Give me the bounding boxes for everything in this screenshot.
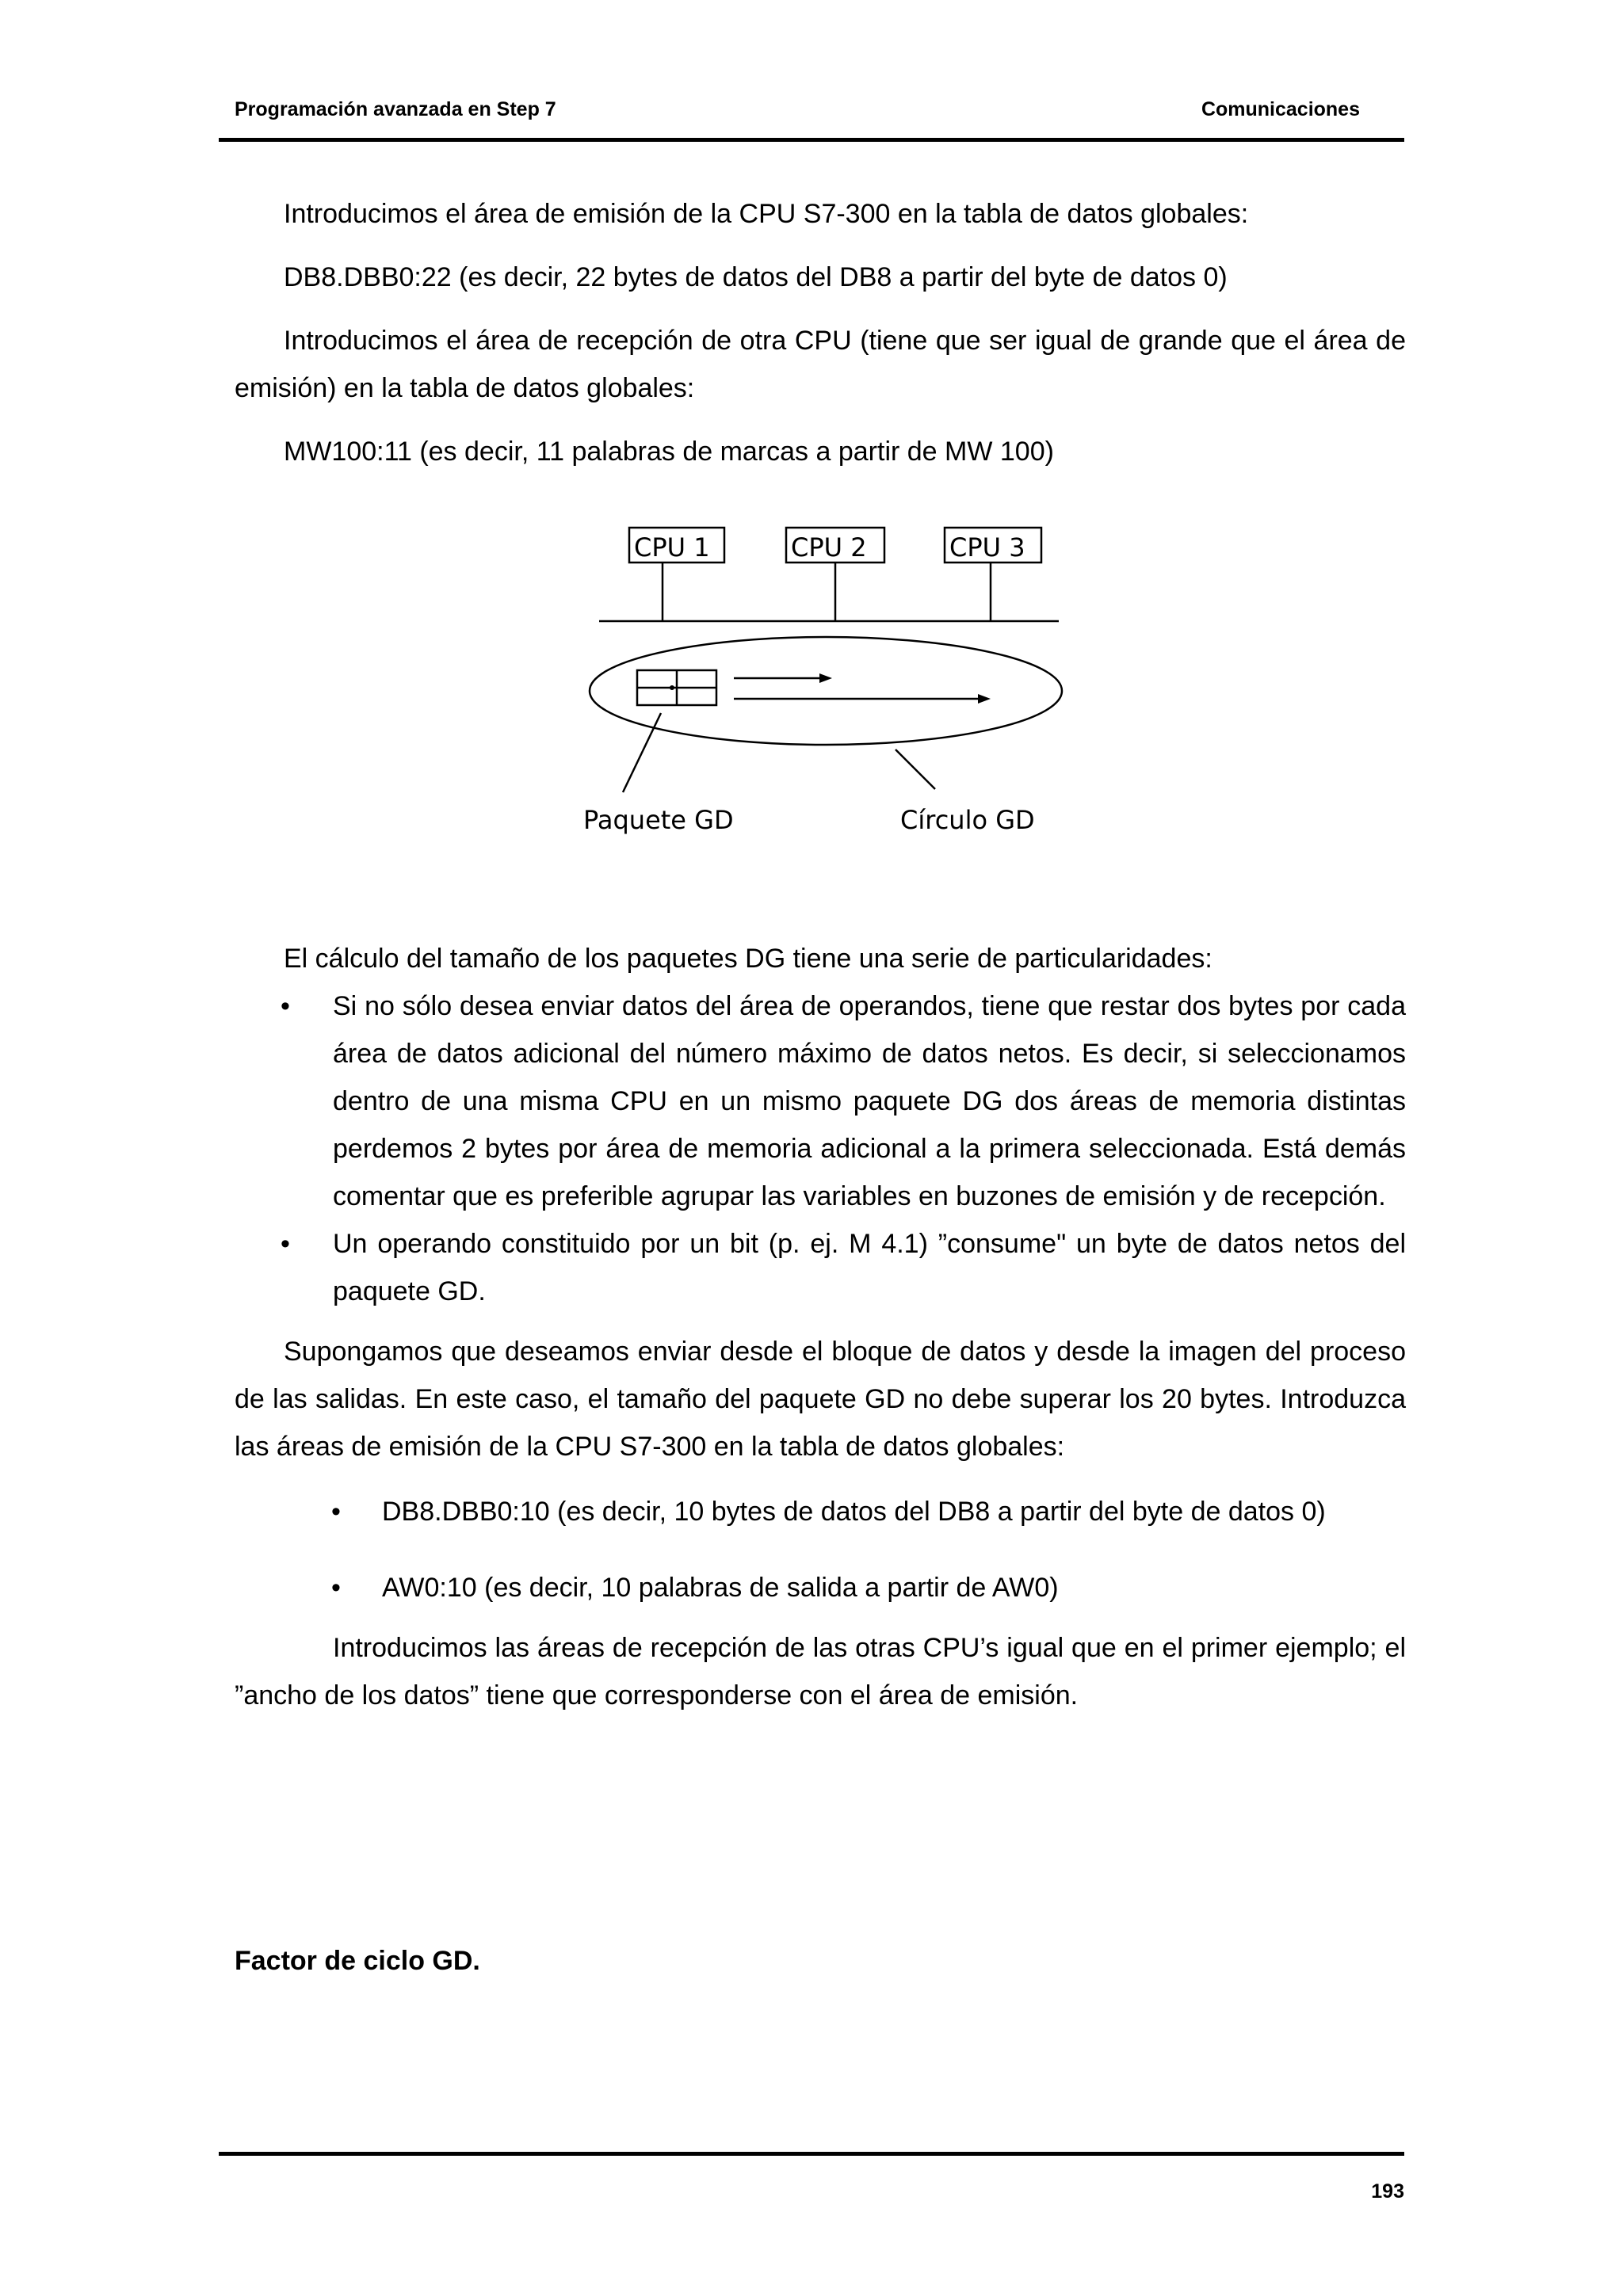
- paragraph: El cálculo del tamaño de los paquetes DG tiene una serie de particularidades:: [284, 944, 1212, 974]
- particularities-list: [235, 982, 1406, 1315]
- arrow-head-icon: [819, 673, 832, 683]
- arrow-head-icon: [978, 694, 991, 704]
- cpu3-label: CPU 3: [949, 532, 1025, 563]
- paragraph: DB8.DBB0:22 (es decir, 22 bytes de datos del DB8 a partir del byte de datos 0): [284, 262, 1228, 292]
- header-section: Comunicaciones: [1201, 98, 1360, 120]
- gd-diagram-svg: [583, 523, 1090, 887]
- paragraph: Introducimos el área de recepción de otra CPU (tiene que ser igual de grande que el área de emisión) en la tabla de datos globales:: [235, 326, 1406, 403]
- cpu1-label: CPU 1: [634, 532, 710, 563]
- bullet-icon: •: [281, 1229, 290, 1259]
- list-item-text: AW0:10 (es decir, 10 palabras de salida a partir de AW0): [382, 1573, 1059, 1603]
- page-number: 193: [1371, 2180, 1404, 2203]
- list-item: [235, 1488, 1406, 1535]
- list-item-text: Un operando constituido por un bit (p. ej. M 4.1) ”consume" un byte de datos netos del paquete GD.: [333, 1229, 1406, 1306]
- header-title: Programación avanzada en Step 7: [235, 98, 556, 120]
- gd-diagram: [235, 523, 1406, 935]
- bullet-icon: •: [331, 1573, 341, 1603]
- list-item-text: Si no sólo desea enviar datos del área de operandos, tiene que restar dos bytes por cada área de datos adicional del número máximo de datos netos. Es decir, si seleccionamos dentro de una misma CPU en un mismo paquete DG dos áreas de memoria distintas perdemos 2 bytes por área de memoria adicional a la primera seleccionada. Está demás comentar que es preferible agrupar las variables en buzones de emisión y de recepción.: [333, 991, 1406, 1211]
- footer-rule: [219, 2152, 1404, 2156]
- paragraph: MW100:11 (es decir, 11 palabras de marcas a partir de MW 100): [284, 437, 1054, 467]
- gd-circle-ellipse: [590, 637, 1062, 745]
- list-item: [235, 1220, 1406, 1315]
- list-item-text: DB8.DBB0:10 (es decir, 10 bytes de datos del DB8 a partir del byte de datos 0): [382, 1497, 1326, 1527]
- cpu2-label: CPU 2: [791, 532, 867, 563]
- bullet-icon: •: [331, 1497, 341, 1527]
- list-item: [235, 982, 1406, 1220]
- bullet-icon: •: [281, 991, 290, 1021]
- paragraph: Introducimos las áreas de recepción de las otras CPU’s igual que en el primer ejemplo; el ”ancho de los datos” tiene que corresponderse con el área de emisión.: [235, 1633, 1406, 1711]
- paragraph: Supongamos que deseamos enviar desde el bloque de datos y desde la imagen del proceso de las salidas. En este caso, el tamaño del paquete GD no debe superar los 20 bytes. Introduzca las áreas de emisión de la CPU S7-300 en la tabla de datos globales:: [235, 1337, 1406, 1462]
- list-item: [235, 1564, 1406, 1611]
- section-heading: Factor de ciclo GD.: [235, 1946, 480, 1976]
- emission-areas-list: [235, 1488, 1406, 1611]
- page-content: [235, 190, 1406, 1719]
- page-header: [219, 97, 1404, 142]
- circle-leader: [896, 749, 935, 789]
- paragraph: Introducimos el área de emisión de la CPU S7-300 en la tabla de datos globales:: [284, 199, 1249, 229]
- packet-label: Paquete GD: [583, 805, 734, 835]
- circle-label: Círculo GD: [900, 805, 1035, 835]
